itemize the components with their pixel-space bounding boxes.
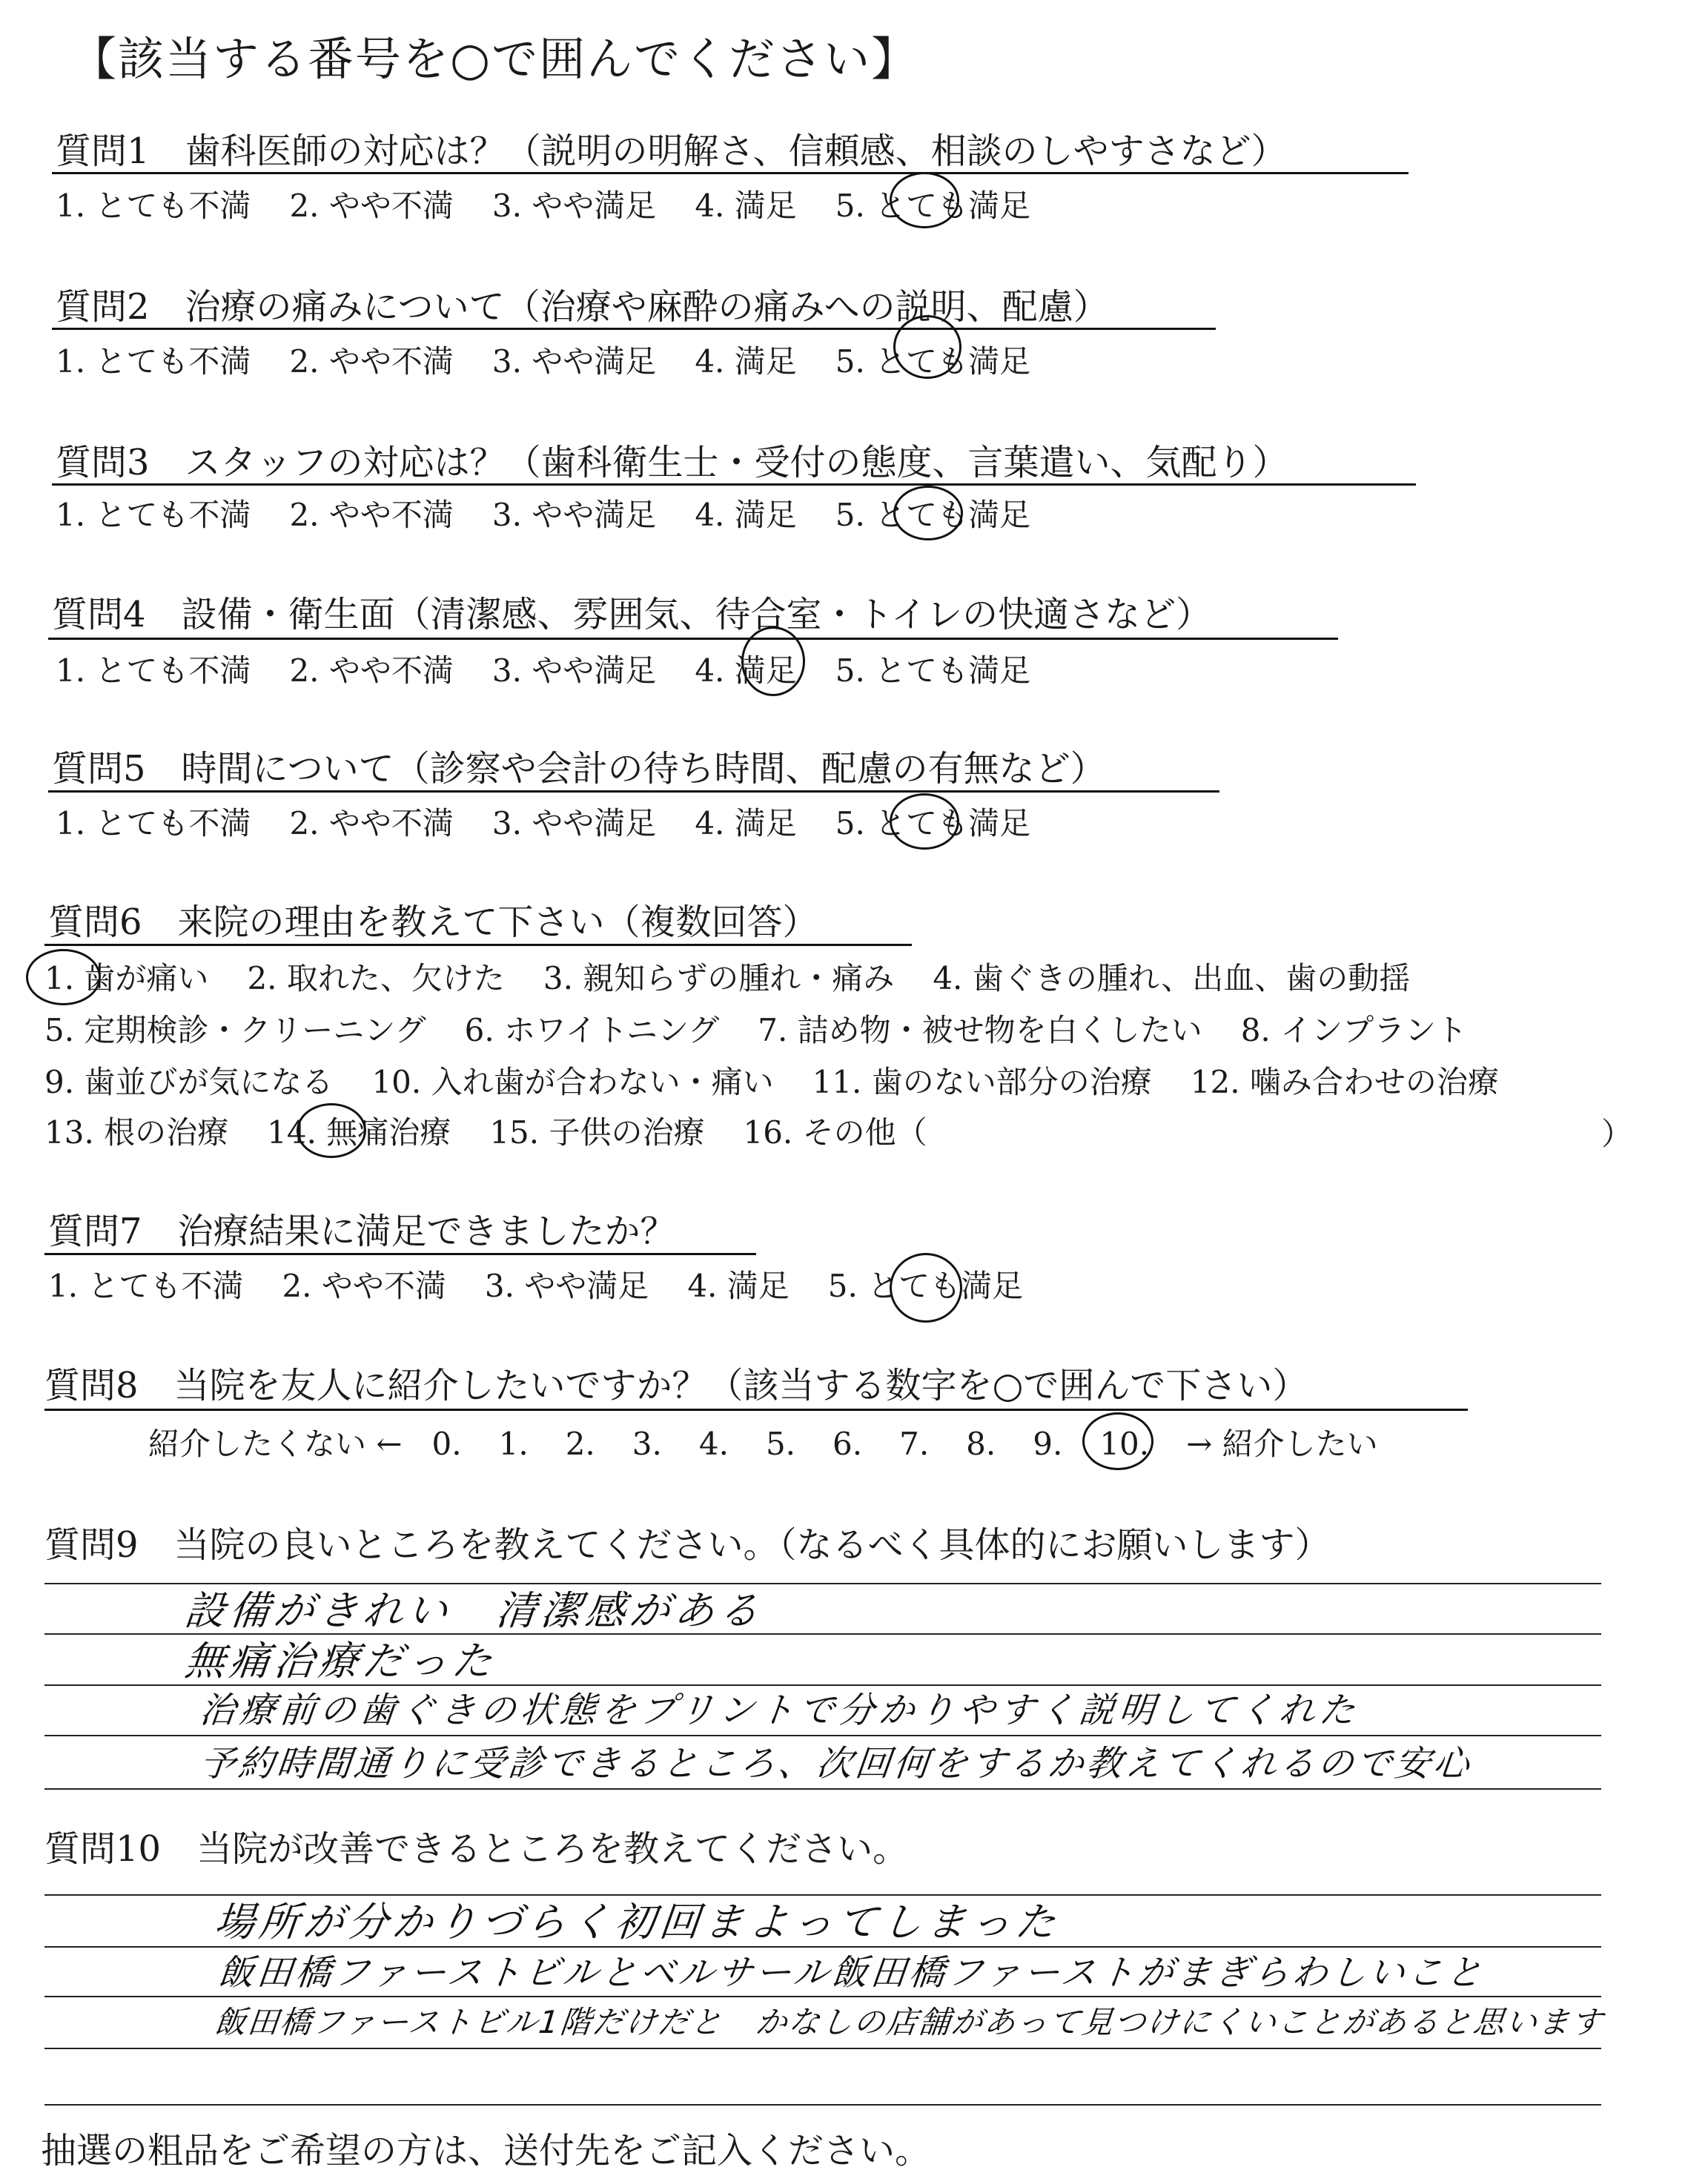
question-8-label: 質問8 当院を友人に紹介したいですか？（該当する数字を○で囲んで下さい） — [44, 1365, 1308, 1406]
option-5[interactable]: 5. とても満足 — [835, 188, 1031, 224]
question-3-label: 質問3 スタッフの対応は？（歯科衛生士・受付の態度、言葉遣い、気配り） — [56, 442, 1288, 483]
question-2-label: 質問2 治療の痛みについて（治療や麻酔の痛みへの説明、配慮） — [56, 286, 1109, 328]
question-6-row-1 — [44, 953, 1449, 1005]
score-10[interactable]: 10. — [1099, 1426, 1150, 1462]
page-title: 【該当する番号を○で囲んでください】 — [70, 32, 919, 86]
reason-14[interactable]: 14. 無痛治療 — [267, 1114, 451, 1151]
score-4[interactable]: 4. — [698, 1426, 729, 1462]
reason-16[interactable]: 16. その他（ — [743, 1114, 927, 1151]
question-6-label: 質問6 来院の理由を教えて下さい（複数回答） — [48, 902, 818, 943]
option-2[interactable]: 2. やや不満 — [289, 188, 454, 224]
scale-left-label: 紹介したくない ← — [148, 1426, 403, 1462]
other-close-paren: ） — [1601, 1116, 1633, 1152]
footer-note: 抽選の粗品をご希望の方は、送付先をご記入ください。 — [41, 2130, 931, 2172]
score-3[interactable]: 3. — [632, 1426, 662, 1462]
selected-circle — [297, 1103, 366, 1158]
answer-9-line-2: 無痛治療だった — [182, 1638, 499, 1684]
score-0[interactable]: 0. — [431, 1426, 462, 1462]
answer-9-line-4: 予約時間通りに受診できるところ、次回何をするか教えてくれるので安心 — [197, 1743, 1474, 1785]
reason-12[interactable]: 12. 噛み合わせの治療 — [1190, 1064, 1499, 1100]
reason-4[interactable]: 4. 歯ぐきの腫れ、出血、歯の動揺 — [933, 960, 1411, 996]
question-1-label: 質問1 歯科医師の対応は？（説明の明解さ、信頼感、相談のしやすさなど） — [56, 130, 1287, 172]
option-1[interactable]: 1. とても不満 — [56, 497, 251, 533]
answer-9-line-3: 治療前の歯ぐきの状態をプリントで分かりやすく説明してくれた — [197, 1690, 1362, 1731]
selected-circle — [26, 949, 101, 1005]
question-6-row-2 — [44, 1005, 1506, 1056]
question-10-label: 質問10 当院が改善できるところを教えてください。 — [44, 1828, 909, 1870]
question-4-options — [56, 646, 1069, 691]
option-2[interactable]: 2. やや不満 — [289, 497, 454, 533]
selected-circle — [890, 793, 959, 850]
option-5[interactable]: 5. とても満足 — [827, 1268, 1024, 1304]
answer-10-line-3: 飯田橋ファーストビル1階だけだと かなしの店舗があって見つけにくいことがあると思います — [213, 2004, 1606, 2040]
question-5-label: 質問5 時間について（診察や会計の待ち時間、配慮の有無など） — [52, 748, 1106, 790]
score-1[interactable]: 1. — [498, 1426, 529, 1462]
question-6-row-4 — [44, 1107, 966, 1159]
option-4[interactable]: 4. 満足 — [695, 652, 797, 689]
option-2[interactable]: 2. やや不満 — [289, 343, 454, 380]
question-6-row-3 — [44, 1056, 1537, 1108]
reason-5[interactable]: 5. 定期検診・クリーニング — [44, 1012, 426, 1048]
reason-2[interactable]: 2. 取れた、欠けた — [247, 960, 505, 996]
option-5[interactable]: 5. とても満足 — [835, 497, 1031, 533]
option-1[interactable]: 1. とても不満 — [56, 343, 251, 380]
score-2[interactable]: 2. — [565, 1426, 595, 1462]
option-5[interactable]: 5. とても満足 — [835, 805, 1031, 841]
option-3[interactable]: 3. やや満足 — [491, 343, 657, 380]
question-8-scale — [148, 1420, 1378, 1464]
option-4[interactable]: 4. 満足 — [695, 188, 797, 224]
reason-8[interactable]: 8. インプラント — [1240, 1012, 1468, 1048]
scale-right-label: → 紹介したい — [1186, 1426, 1378, 1462]
option-1[interactable]: 1. とても不満 — [56, 805, 251, 841]
option-3[interactable]: 3. やや満足 — [491, 805, 657, 841]
option-1[interactable]: 1. とても不満 — [56, 652, 251, 689]
selected-circle — [893, 315, 961, 379]
selected-circle — [890, 172, 959, 228]
option-3[interactable]: 3. やや満足 — [484, 1268, 649, 1304]
selected-circle — [1082, 1412, 1153, 1470]
answer-10-line-1: 場所が分かりづらく初回まよってしまった — [212, 1899, 1062, 1945]
option-4[interactable]: 4. 満足 — [695, 805, 797, 841]
option-4[interactable]: 4. 満足 — [695, 343, 797, 380]
option-4[interactable]: 4. 満足 — [687, 1268, 790, 1304]
option-2[interactable]: 2. やや不満 — [289, 652, 454, 689]
option-3[interactable]: 3. やや満足 — [491, 188, 657, 224]
question-4-label: 質問4 設備・衛生面（清潔感、雰囲気、待合室・トイレの快適さなど） — [52, 594, 1212, 635]
option-3[interactable]: 3. やや満足 — [491, 652, 657, 689]
reason-1[interactable]: 1. 歯が痛い — [44, 960, 209, 996]
reason-9[interactable]: 9. 歯並びが気になる — [44, 1064, 334, 1100]
selected-circle — [890, 1253, 962, 1323]
question-7-label: 質問7 治療結果に満足できましたか？ — [48, 1211, 676, 1252]
answer-9-line-1: 設備がきれい 清潔感がある — [182, 1587, 766, 1634]
score-5[interactable]: 5. — [765, 1426, 796, 1462]
option-2[interactable]: 2. やや不満 — [282, 1268, 446, 1304]
reason-11[interactable]: 11. 歯のない部分の治療 — [812, 1064, 1152, 1100]
option-3[interactable]: 3. やや満足 — [491, 497, 657, 533]
reason-3[interactable]: 3. 親知らずの腫れ・痛み — [543, 960, 895, 996]
reason-15[interactable]: 15. 子供の治療 — [489, 1114, 705, 1151]
score-7[interactable]: 7. — [899, 1426, 930, 1462]
option-4[interactable]: 4. 満足 — [695, 497, 797, 533]
selected-circle — [741, 626, 805, 696]
option-5[interactable]: 5. とても満足 — [835, 652, 1031, 689]
score-8[interactable]: 8. — [966, 1426, 996, 1462]
score-9[interactable]: 9. — [1033, 1426, 1063, 1462]
selected-circle — [893, 486, 963, 540]
reason-13[interactable]: 13. 根の治療 — [44, 1114, 229, 1151]
reason-10[interactable]: 10. 入れ歯が合わない・痛い — [371, 1064, 774, 1100]
option-1[interactable]: 1. とても不満 — [48, 1268, 244, 1304]
reason-7[interactable]: 7. 詰め物・被せ物を白くしたい — [758, 1012, 1202, 1048]
option-5[interactable]: 5. とても満足 — [835, 343, 1031, 380]
option-2[interactable]: 2. やや不満 — [289, 805, 454, 841]
score-6[interactable]: 6. — [833, 1426, 863, 1462]
question-9-label: 質問9 当院の良いところを教えてください。（なるべく具体的にお願いします） — [44, 1524, 1331, 1566]
answer-10-line-2: 飯田橋ファーストビルとベルサール飯田橋ファーストがまぎらわしいこと — [216, 1952, 1487, 1994]
reason-6[interactable]: 6. ホワイトニング — [464, 1012, 720, 1048]
option-1[interactable]: 1. とても不満 — [56, 188, 251, 224]
